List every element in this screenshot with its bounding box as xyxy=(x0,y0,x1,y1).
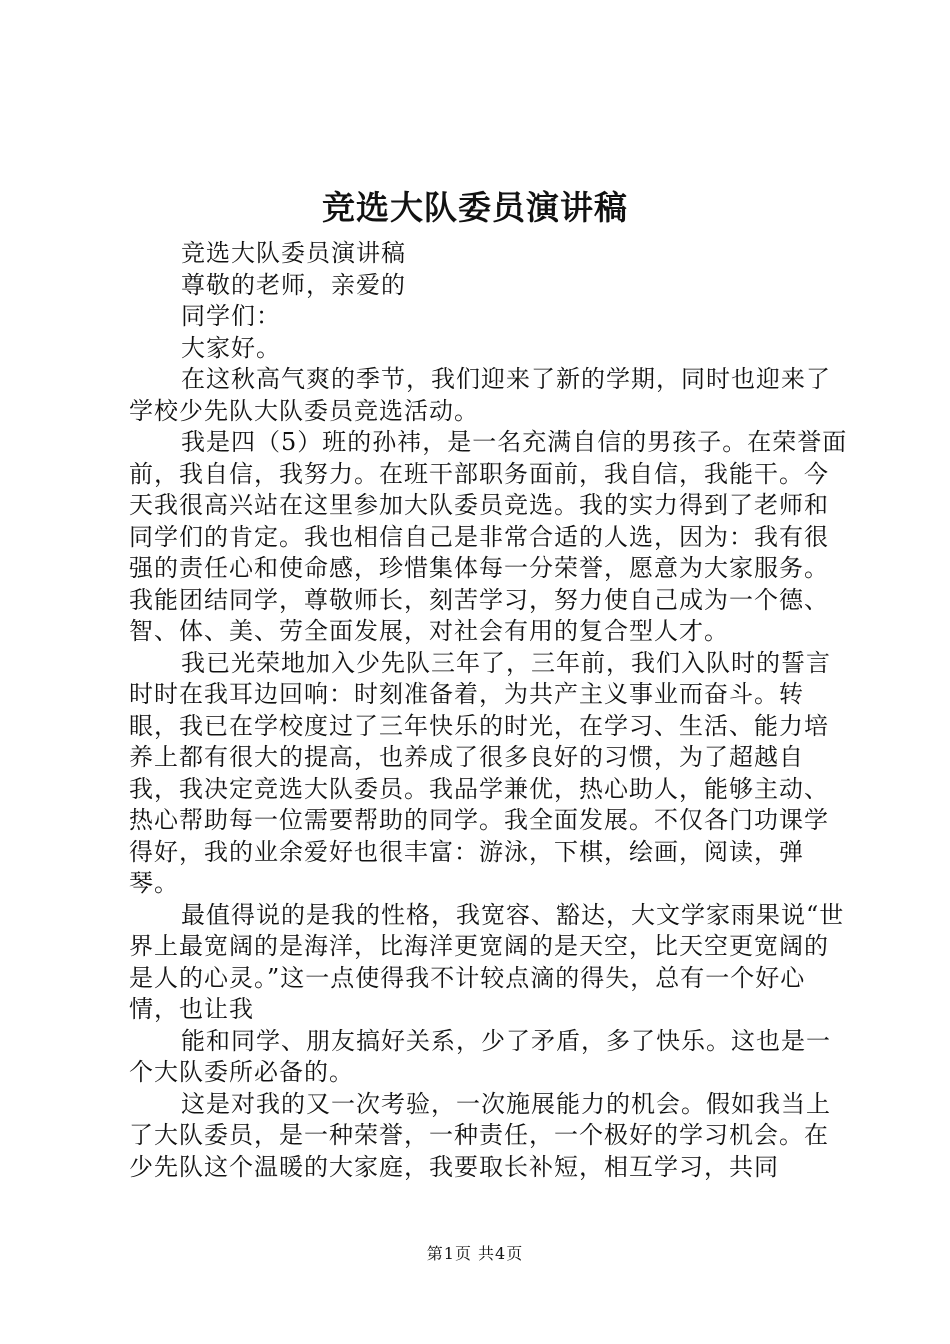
document-title: 竞选大队委员演讲稿 xyxy=(322,188,628,227)
paragraph-character-cont: 能和同学、朋友搞好关系，少了矛盾，多了快乐。这也是一个大队委所必备的。 xyxy=(129,1026,831,1086)
paragraph-pledge: 这是对我的又一次考验，一次施展能力的机会。假如我当上了大队委员，是一种荣誉，一种责任，一个极好的学习机会。在少先队这个温暖的大家庭，我要取长补短，相互学习，共同 xyxy=(129,1089,831,1181)
paragraph-greeting: 大家好。 xyxy=(181,333,281,362)
page-number: 第1页 共4页 xyxy=(426,1244,524,1263)
paragraph-salutation-cont: 同学们： xyxy=(181,302,281,330)
paragraph-character: 最值得说的是我的性格，我宽容、豁达，大文学家雨果说“世界上最宽阔的是海洋，比海洋更宽阔的是天空，比天空更宽阔的是人的心灵。”这一点使得我不计较点滴的得失，总有一个好心情，也让我 xyxy=(129,900,845,1023)
paragraph-intro: 在这秋高气爽的季节，我们迎来了新的学期，同时也迎来了学校少先队大队委员竞选活动。 xyxy=(129,365,831,425)
paragraph-heading: 竞选大队委员演讲稿 xyxy=(181,239,406,267)
paragraph-salutation: 尊敬的老师，亲爱的 xyxy=(181,270,406,299)
document-body xyxy=(129,238,849,1183)
paragraph-experience: 我已光荣地加入少先队三年了，三年前，我们入队时的誓言时时在我耳边回响：时刻准备着，为共产主义事业而奋斗。转眼，我已在学校度过了三年快乐的时光，在学习、生活、能力培养上都有很大的提高，也养成了很多良好的习惯，为了超越自我，我决定竞选大队委员。我品学兼优，热心助人，能够主动、热心帮助每一位需要帮助的同学。我全面发展。不仅各门功课学得好，我的业余爱好也很丰富：游泳，下棋，绘画，阅读，弹琴。 xyxy=(129,648,831,897)
paragraph-self-intro: 我是四（5）班的孙祎，是一名充满自信的男孩子。在荣誉面前，我自信，我努力。在班干部职务面前，我自信，我能干。今天我很高兴站在这里参加大队委员竞选。我的实力得到了老师和同学们的肯定。我也相信自己是非常合适的人选，因为：我有很强的责任心和使命感，珍惜集体每一分荣誉，愿意为大家服务。我能团结同学，尊敬师长，刻苦学习，努力使自己成为一个德、智、体、美、劳全面发展，对社会有用的复合型人才。 xyxy=(129,428,848,645)
